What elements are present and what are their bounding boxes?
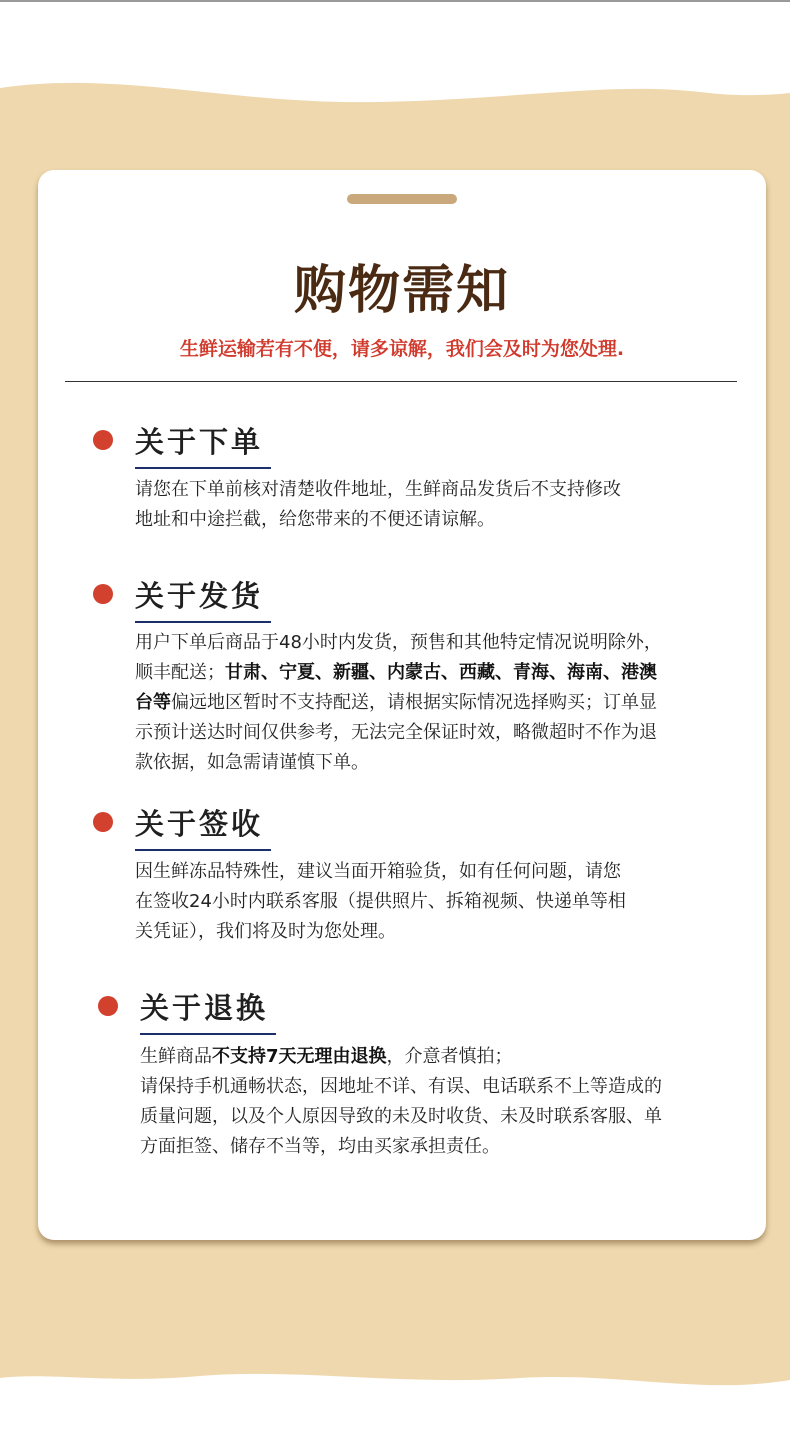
body-text: 偏远地区暂时不支持配送，请根据实际情况选择购买；订单显 <box>171 692 657 713</box>
title-divider <box>65 381 737 382</box>
bullet-dot-icon <box>93 430 113 450</box>
body-line: 示预计送达时间仅供参考，无法完全保证时效，略微超时不作为退 <box>135 722 657 743</box>
body-line: 因生鲜冻品特殊性，建议当面开箱验货，如有任何问题，请您 <box>135 861 621 882</box>
section-heading: 关于签收 <box>135 802 271 851</box>
page-subtitle: 生鲜运输若有不便，请多谅解，我们会及时为您处理. <box>179 338 625 360</box>
card-handle-decoration <box>347 194 457 204</box>
body-bold-text: 不支持7天无理由退换 <box>212 1046 387 1067</box>
bullet-dot-icon <box>93 812 113 832</box>
shopping-notice-card <box>38 170 766 1240</box>
body-line: 关凭证），我们将及时为您处理。 <box>135 921 396 942</box>
section-body <box>135 628 730 778</box>
body-line <box>135 688 730 718</box>
body-line: 款依据，如急需请谨慎下单。 <box>135 752 369 773</box>
bullet-dot-icon <box>98 996 118 1016</box>
body-line: 质量问题，以及个人原因导致的未及时收货、未及时联系客服、单 <box>140 1106 662 1127</box>
body-line: 在签收24小时内联系客服（提供照片、拆箱视频、快递单等相 <box>135 891 626 912</box>
body-line: 地址和中途拦截，给您带来的不便还请谅解。 <box>135 509 495 530</box>
body-line: 方面拒签、储存不当等，均由买家承担责任。 <box>140 1136 500 1157</box>
body-text: 生鲜商品 <box>140 1046 212 1067</box>
body-line: 请保持手机通畅状态，因地址不详、有误、电话联系不上等造成的 <box>140 1076 662 1097</box>
section-heading: 关于下单 <box>135 420 271 469</box>
body-text: ，介意者慎拍； <box>386 1046 513 1067</box>
section-body <box>135 475 730 535</box>
section-body <box>135 857 730 947</box>
body-line <box>135 658 730 688</box>
section-heading: 关于退换 <box>140 986 276 1035</box>
body-bold-text: 台等 <box>135 692 171 713</box>
body-bold-text: 甘肃、宁夏、新疆、内蒙古、西藏、青海、海南、港澳 <box>225 662 657 683</box>
body-line: 用户下单后商品于48小时内发货，预售和其他特定情况说明除外， <box>135 632 662 653</box>
body-line: 请您在下单前核对清楚收件地址，生鲜商品发货后不支持修改 <box>135 479 621 500</box>
bullet-dot-icon <box>93 584 113 604</box>
section-heading: 关于发货 <box>135 574 271 623</box>
page-title: 购物需知 <box>293 260 510 321</box>
body-text: 顺丰配送； <box>135 662 225 683</box>
body-line <box>140 1042 735 1072</box>
section-body <box>140 1042 735 1162</box>
